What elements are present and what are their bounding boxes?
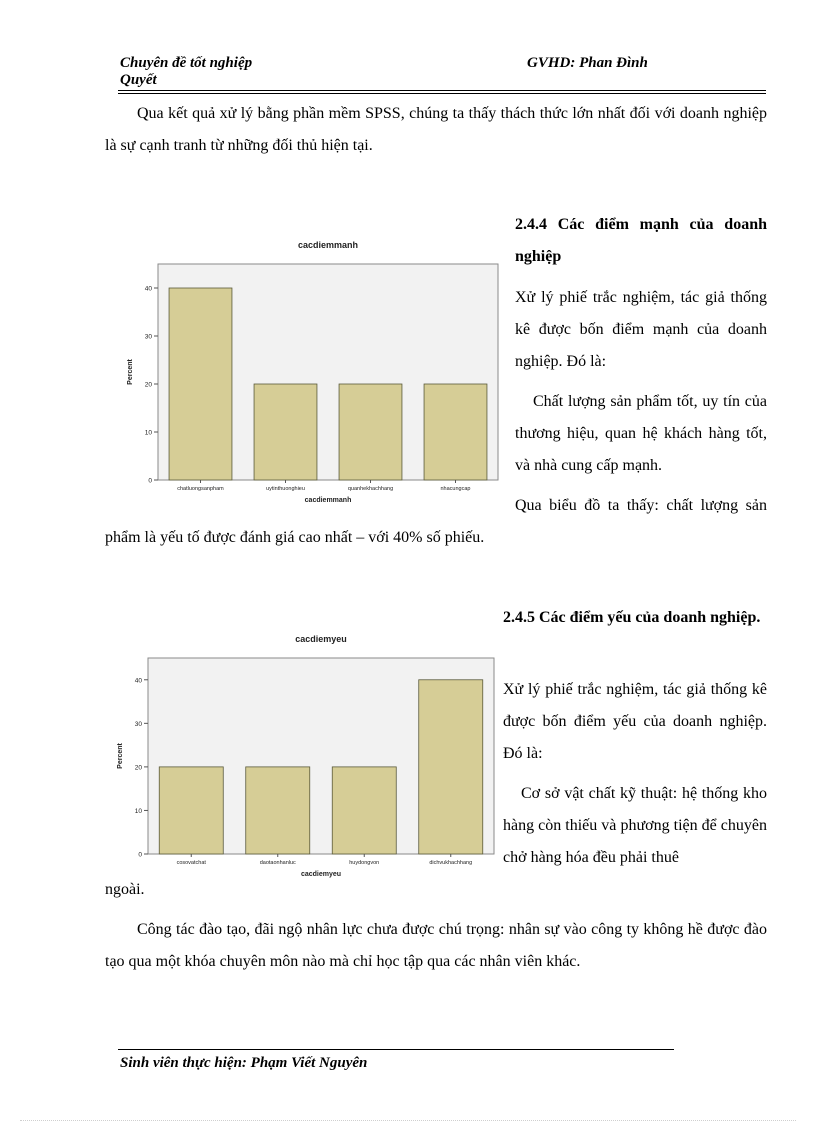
- y-tick-label: 10: [144, 429, 152, 437]
- y-tick-label: 40: [134, 677, 142, 685]
- section1-paragraph2-text: Chất lượng sản phẩm tốt, uy tín của thương hiệu, quan hệ khách hàng tốt, và nhà cung cấp mạnh.: [515, 393, 767, 474]
- y-axis-label: Percent: [127, 359, 134, 385]
- header-right: GVHD: Phan Đình: [527, 55, 648, 71]
- y-tick-label: 30: [134, 720, 142, 728]
- x-tick-label: cosovatchat: [176, 860, 206, 866]
- bar-quanhekhachhang: [339, 384, 402, 480]
- y-tick-label: 30: [144, 333, 152, 341]
- y-tick-label: 0: [148, 477, 152, 485]
- chart-title: cacdiemmanh: [297, 240, 359, 250]
- header-rule: [118, 90, 766, 94]
- x-tick-label: nhacungcap: [440, 486, 471, 492]
- bar-dichvukhachhang: [419, 680, 483, 854]
- x-tick-label: uytinthuonghieu: [266, 486, 305, 492]
- y-tick-label: 20: [134, 764, 142, 772]
- section1-paragraph3-b: phẩm là yếu tố được đánh giá cao nhất – với 40% số phiếu.: [105, 529, 485, 546]
- bar-nhacungcap: [424, 384, 487, 480]
- y-tick-label: 10: [134, 807, 142, 815]
- page-bottom-rule: [20, 1120, 796, 1121]
- header-left-line2: Quyết: [120, 72, 157, 88]
- bar-cosovatchat: [159, 767, 223, 854]
- section1-paragraph1: Xử lý phiế trắc nghiệm, tác giả thống kê được bốn điểm mạnh của doanh nghiệp. Đó là:: [515, 289, 767, 370]
- footer-rule: [118, 1049, 674, 1050]
- x-tick-label: quanhekhachhang: [347, 486, 394, 492]
- footer-text: Sinh viên thực hiện: Phạm Viết Nguyên: [120, 1055, 368, 1071]
- x-axis-label: cacdiemmanh: [304, 497, 352, 504]
- header-left: [120, 55, 252, 89]
- x-tick-label: huydongvon: [349, 860, 380, 866]
- chart-strengths: [120, 228, 502, 510]
- header-left-line1: Chuyên đề tốt nghiệp: [120, 55, 253, 71]
- x-tick-label: dichvukhachhang: [429, 860, 473, 866]
- y-axis-label: Percent: [117, 743, 124, 769]
- section1-heading: 2.4.4 Các điểm mạnh của doanh nghiệp: [515, 216, 767, 265]
- section2-paragraph2-a: Cơ sở vật chất kỹ thuật: hệ thống kho hàng còn thiếu và phương tiện để chuyên chở hàng hóa đều phải thuê: [503, 785, 767, 866]
- chart-title: cacdiemyeu: [295, 634, 347, 644]
- intro-paragraph: Qua kết quả xử lý bằng phần mềm SPSS, chúng ta thấy thách thức lớn nhất đối với doanh nghiệp là sự cạnh tranh từ những đối thủ hiện tại.: [105, 105, 767, 154]
- x-tick-label: chatluongsanpham: [177, 486, 224, 492]
- y-tick-label: 0: [138, 851, 142, 859]
- x-axis-label: cacdiemyeu: [300, 871, 342, 878]
- x-tick-label: daotaonhanluc: [259, 860, 296, 866]
- chart-weaknesses-svg: [110, 622, 498, 884]
- bar-daotaonhanluc: [246, 767, 310, 854]
- bar-chatluongsanpham: [169, 288, 232, 480]
- y-tick-label: 40: [144, 285, 152, 293]
- bar-uytinthuonghieu: [254, 384, 317, 480]
- section2-heading: 2.4.5 Các điểm yếu của doanh nghiệp.: [503, 609, 761, 626]
- section2-paragraph3: Công tác đào tạo, đãi ngộ nhân lực chưa được chú trọng: nhân sự vào công ty không hề được đào tạo qua một khóa chuyên môn nào mà chỉ học tập qua các nhân viên khác.: [105, 921, 767, 970]
- section2-paragraph1: Xử lý phiế trắc nghiệm, tác giả thống kê được bốn điểm yếu của doanh nghiệp. Đó là:: [503, 681, 767, 762]
- chart-weaknesses: [110, 622, 498, 884]
- section2-paragraph2-b: ngoài.: [105, 881, 145, 898]
- section1-paragraph3-a: Qua biểu đồ ta thấy: chất lượng sản: [515, 497, 767, 514]
- bar-huydongvon: [332, 767, 396, 854]
- section1-paragraph2: [515, 386, 767, 482]
- chart-strengths-svg: [120, 228, 502, 510]
- y-tick-label: 20: [144, 381, 152, 389]
